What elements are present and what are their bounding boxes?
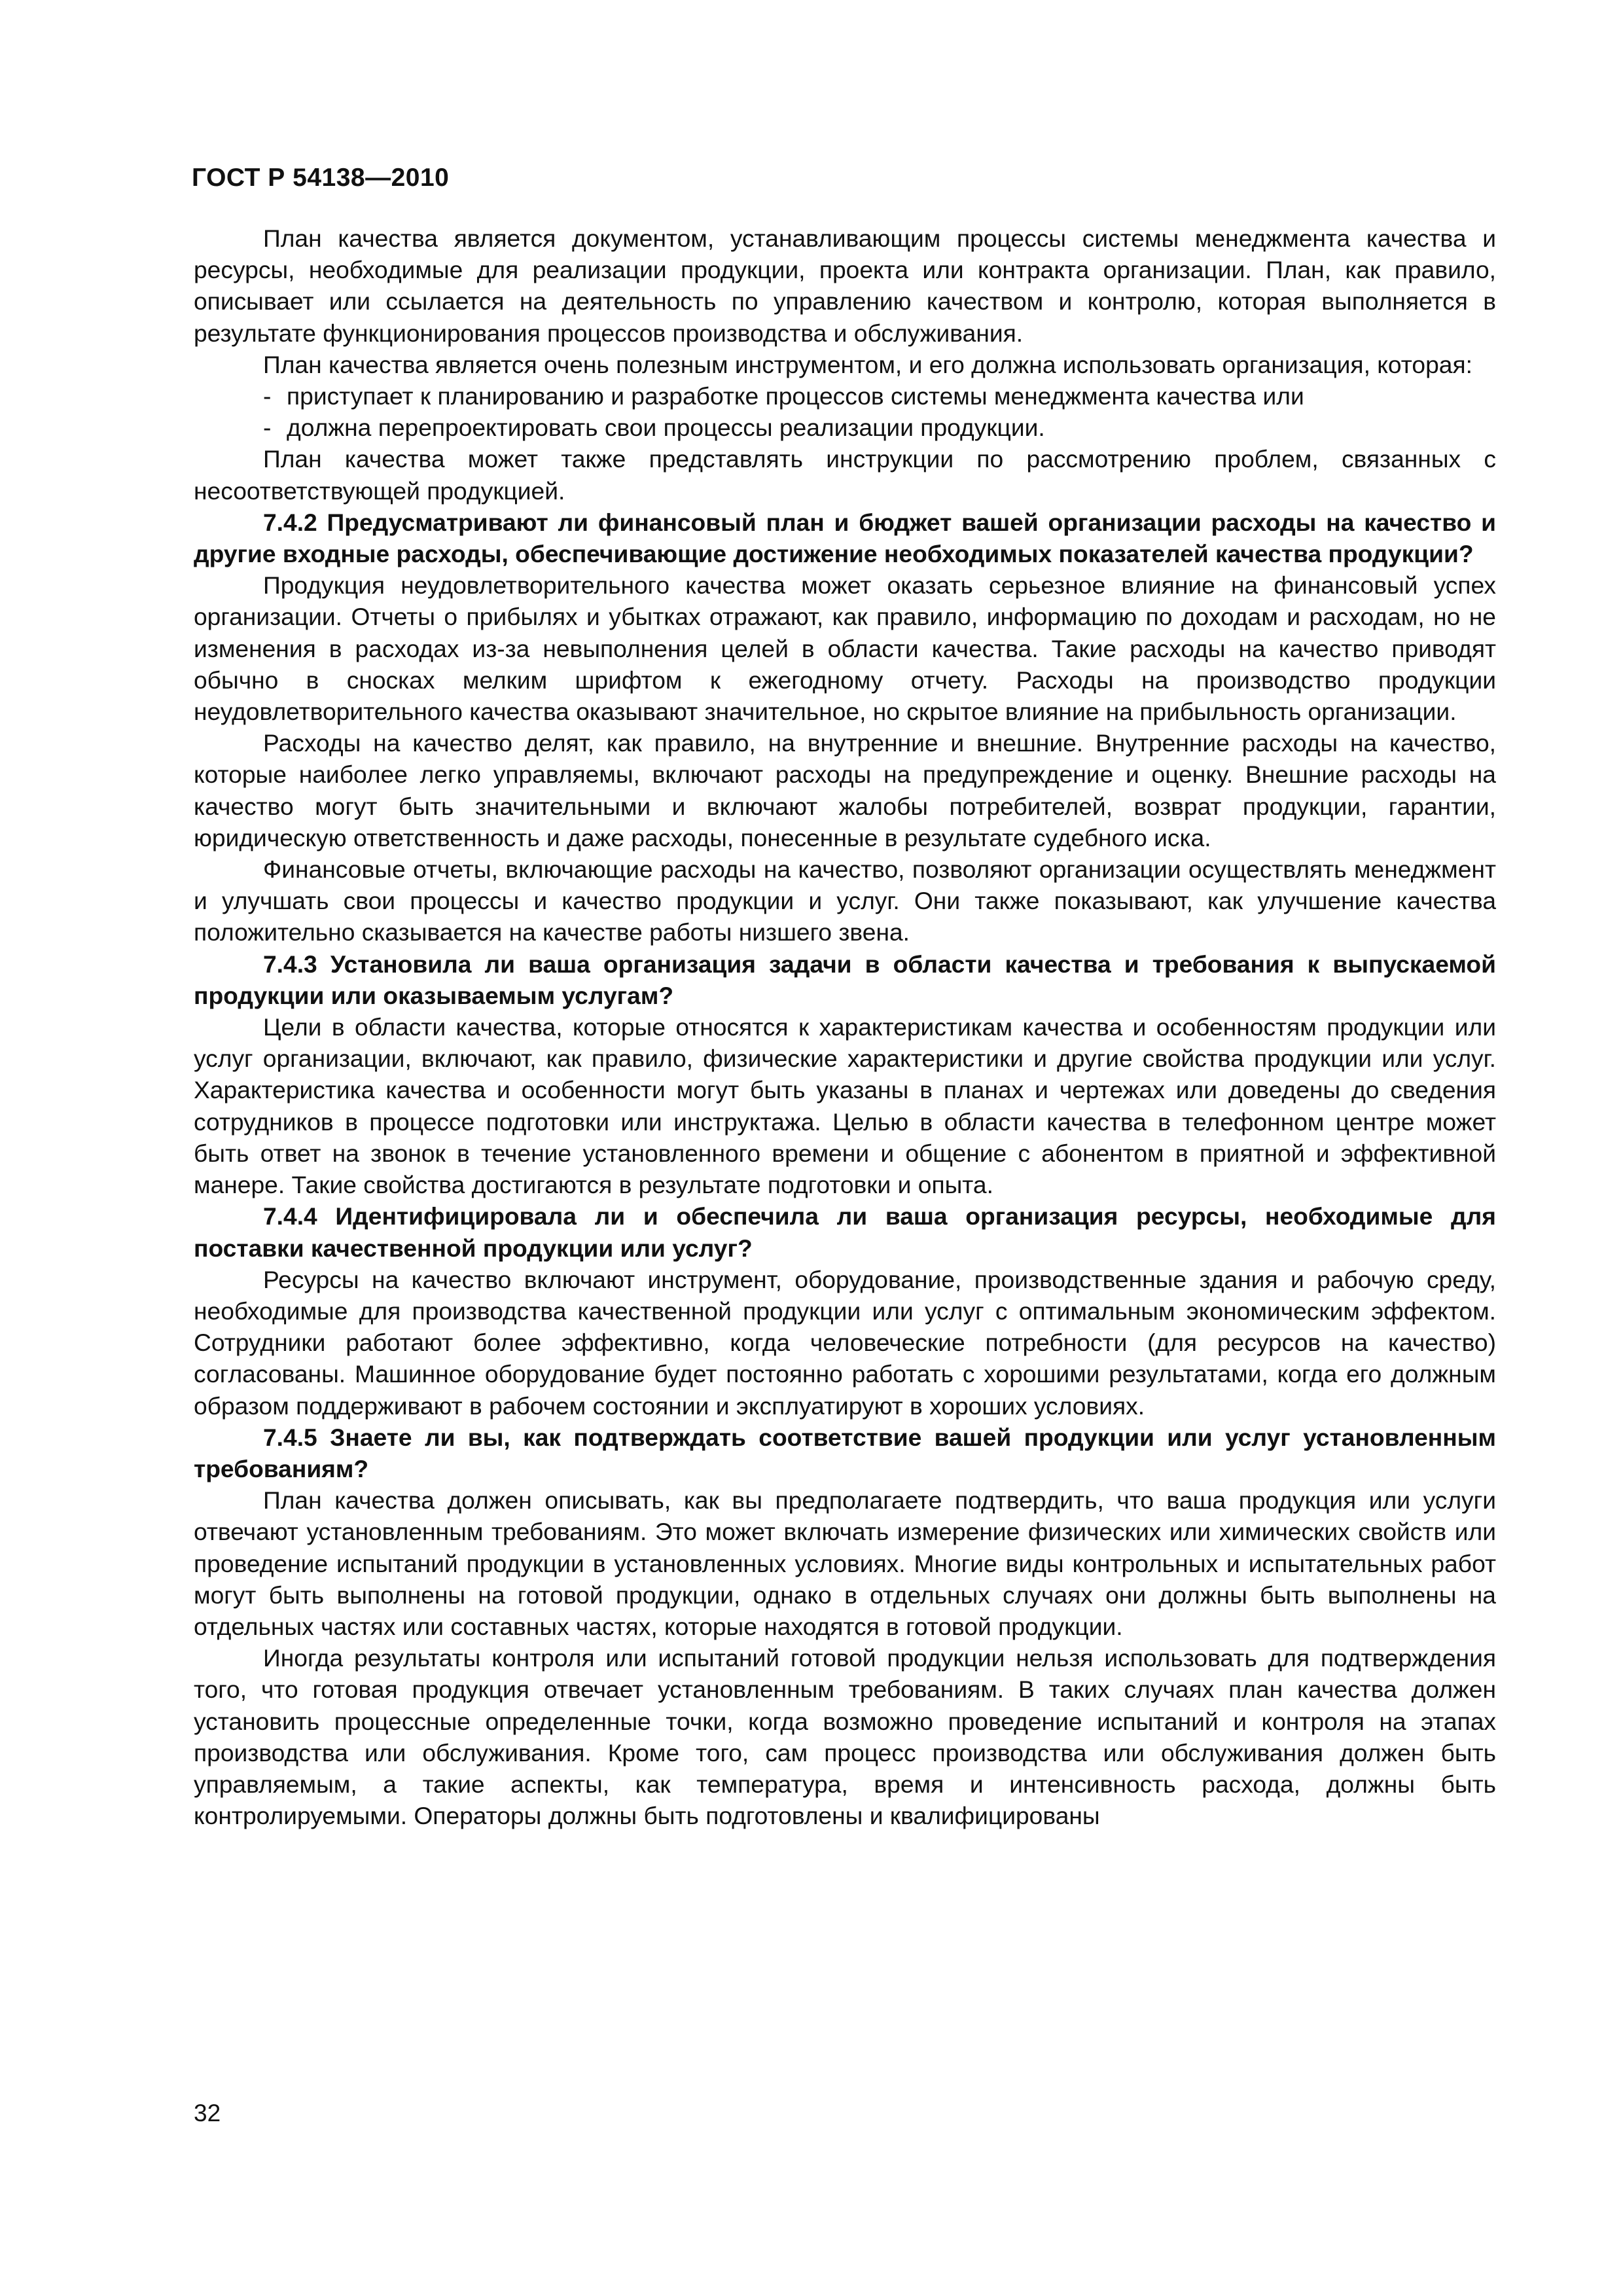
paragraph: Финансовые отчеты, включающие расходы на качество, позволяют организации осуществлять менеджмент и улучшать свои процессы и качество продукции и услуг. Они также показывают, как улучшение качества положительно сказывается на качестве работы низшего звена. (194, 855, 1496, 946)
paragraph: План качества может также представлять инструкции по рассмотрению проблем, связанных с несоответствующей продукцией. (194, 445, 1496, 505)
list-marker: - (263, 414, 272, 442)
section-heading-7-4-5: 7.4.5 Знаете ли вы, как подтверждать соответствие вашей продукции или услуг установленным требованиям? (194, 1423, 1496, 1482)
list-marker: - (263, 382, 272, 410)
paragraph: План качества является очень полезным инструментом, и его должна использовать организация, которая: (263, 350, 1472, 378)
paragraph: Цели в области качества, которые относятся к характеристикам качества и особенностям продукции или услуг организации, включают, как правило, физические характеристики и другие свойства продукции или услуг. Характеристика качества и особенности могут быть указаны в планах и чертежах или доведены до сведения сотрудников в процессе подготовки или инструктажа. Целью в области качества в телефонном центре может быть ответ на звонок в течение установленного времени и общение с абонентом в приятной и эффективной манере. Такие свойства достигаются в результате подготовки и опыта. (194, 1013, 1496, 1199)
list-item-text: приступает к планированию и разработке процессов системы менеджмента качества или (287, 382, 1304, 410)
list-item-text: должна перепроектировать свои процессы реализации продукции. (287, 414, 1045, 442)
paragraph: План качества должен описывать, как вы предполагаете подтвердить, что ваша продукция или услуги отвечают установленным требованиям. Это может включать измерение физических или химических свойств или проведение испытаний продукции в установленных условиях. Многие виды контрольных и испытательных работ могут быть выполнены на готовой продукции, однако в отдельных случаях они должны быть выполнены на отдельных частях или составных частях, которые находятся в готовой продукции. (194, 1486, 1496, 1640)
document-id-header: ГОСТ Р 54138—2010 (192, 164, 450, 192)
section-heading-7-4-4: 7.4.4 Идентифицировала ли и обеспечила ли ваша организация ресурсы, необходимые для поставки качественной продукции или услуг? (194, 1202, 1496, 1262)
page-number: 32 (194, 2100, 221, 2126)
section-heading-7-4-2: 7.4.2 Предусматривают ли финансовый план и бюджет вашей организации расходы на качество и другие входные расходы, обеспечивающие достижение необходимых показателей качества продукции? (194, 508, 1496, 568)
paragraph: Продукция неудовлетворительного качества может оказать серьезное влияние на финансовый успех организации. Отчеты о прибылях и убытках отражают, как правило, информацию по доходам и расходам, но не изменения в расходах из-за невыполнения целей в области качества. Такие расходы на качество приводят обычно в сносках мелким шрифтом к ежегодному отчету. Расходы на производство продукции неудовлетворительного качества оказывают значительное, но скрытое влияние на прибыльность организации. (194, 571, 1496, 726)
paragraph: Ресурсы на качество включают инструмент, оборудование, производственные здания и рабочую среду, необходимые для производства качественной продукции или услуг с оптимальным экономическим эффектом. Сотрудники работают более эффективно, когда человеческие потребности (для ресурсов на качество) согласованы. Машинное оборудование будет постоянно работать с хорошими результатами, когда его должным образом поддерживают в рабочем состоянии и эксплуатируют в хороших условиях. (194, 1265, 1496, 1420)
list-item (194, 380, 1496, 412)
document-body (194, 223, 1496, 1831)
paragraph: Расходы на качество делят, как правило, на внутренние и внешние. Внутренние расходы на качество, которые наиболее легко управляемы, включают расходы на предупреждение и оценку. Внешние расходы на качество могут быть значительными и включают жалобы потребителей, возврат продукции, гарантии, юридическую ответственность и даже расходы, понесенные в результате судебного иска. (194, 729, 1496, 852)
section-heading-7-4-3: 7.4.3 Установила ли ваша организация задачи в области качества и требования к выпускаемой продукции или оказываемым услугам? (194, 950, 1496, 1009)
list-item (194, 412, 1496, 443)
paragraph: Иногда результаты контроля или испытаний готовой продукции нельзя использовать для подтверждения того, что готовая продукция отвечает установленным требованиям. В таких случаях план качества должен установить процессные определенные точки, когда возможно проведение испытаний и контроля на этапах производства или обслуживания. Кроме того, сам процесс производства или обслуживания должен быть управляемым, а такие аспекты, как температура, время и интенсивность расхода, должны быть контролируемыми. Операторы должны быть подготовлены и квалифицированы (194, 1644, 1496, 1830)
paragraph: План качества является документом, устанавливающим процессы системы менеджмента качества и ресурсы, необходимые для реализации продукции, проекта или контракта организации. План, как правило, описывает или ссылается на деятельность по управлению качеством и контролю, которая выполняется в результате функционирования процессов производства и обслуживания. (194, 224, 1496, 347)
